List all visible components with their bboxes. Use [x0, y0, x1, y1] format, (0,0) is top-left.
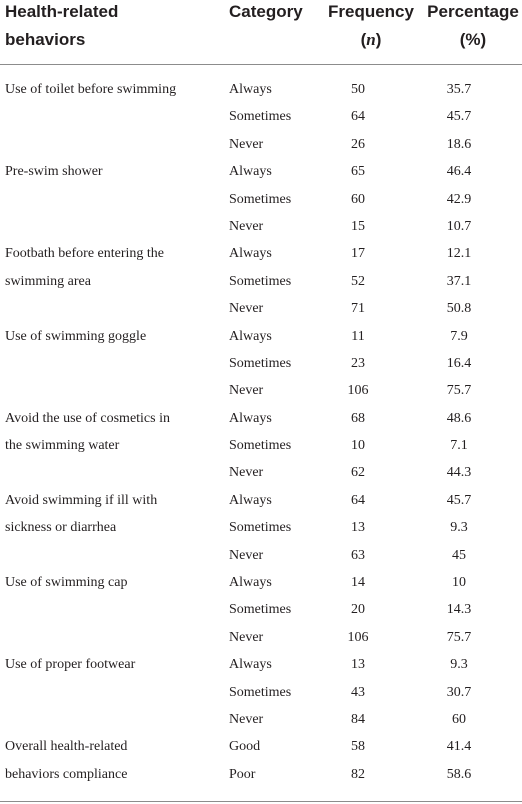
frequency-cell: 84 — [351, 711, 365, 727]
percentage-cell: 12.1 — [446, 246, 472, 262]
table-row — [0, 624, 522, 651]
frequency-cell: 106 — [347, 383, 369, 399]
frequency-cell: 71 — [351, 301, 365, 317]
table-row — [0, 542, 522, 569]
table-row — [0, 761, 522, 788]
category-cell: Sometimes — [229, 355, 292, 371]
behavior-cell: Footbath before entering the — [5, 246, 165, 262]
frequency-cell: 58 — [351, 739, 365, 755]
table-row — [0, 240, 522, 267]
header-percentage-line1: Percentage — [427, 2, 519, 21]
category-cell: Sometimes — [229, 520, 292, 536]
frequency-cell: 60 — [351, 191, 365, 207]
frequency-cell: 26 — [351, 136, 365, 152]
table-row — [0, 679, 522, 706]
percentage-cell: 16.4 — [446, 355, 472, 371]
percentage-cell: 35.7 — [446, 82, 472, 97]
percentage-cell: 46.4 — [446, 164, 472, 180]
category-cell: Never — [229, 383, 264, 399]
frequency-cell: 17 — [351, 246, 365, 262]
table-row — [0, 158, 522, 185]
header-percentage-line2: (%) — [459, 30, 487, 49]
percentage-cell: 48.6 — [446, 410, 472, 426]
percentage-cell: 30.7 — [446, 684, 472, 700]
table-row — [0, 76, 522, 103]
category-cell: Sometimes — [229, 684, 292, 700]
frequency-cell: 64 — [351, 492, 365, 508]
category-cell: Sometimes — [229, 109, 292, 125]
header-frequency-n: n — [366, 30, 376, 49]
behavior-cell: Overall health-related — [5, 739, 128, 755]
frequency-cell: 62 — [351, 465, 365, 481]
header-behavior-line1: Health-related — [5, 2, 119, 21]
category-cell: Always — [229, 575, 272, 591]
header-frequency-paren-close: ) — [375, 30, 382, 49]
percentage-cell: 37.1 — [446, 273, 472, 289]
behavior-cell: Use of swimming goggle — [5, 328, 147, 344]
category-cell: Good — [229, 739, 261, 755]
percentage-cell: 42.9 — [446, 191, 472, 207]
category-cell: Never — [229, 136, 264, 152]
percentage-cell: 10.7 — [446, 218, 472, 234]
category-cell: Always — [229, 328, 272, 344]
frequency-cell: 63 — [351, 547, 365, 563]
table-row — [0, 405, 522, 432]
percentage-cell: 45.7 — [446, 492, 472, 508]
header-frequency-line1: Frequency — [328, 2, 414, 21]
category-cell: Sometimes — [229, 438, 292, 454]
behavior-cell: the swimming water — [5, 438, 120, 454]
header-behavior — [5, 0, 118, 54]
category-cell: Always — [229, 164, 272, 180]
header-behavior-line2: behaviors — [5, 30, 86, 49]
behavior-cell: Use of proper footwear — [5, 657, 136, 673]
percentage-cell: 10 — [452, 575, 466, 591]
category-cell: Never — [229, 547, 264, 563]
table-row — [0, 733, 522, 760]
frequency-cell: 82 — [351, 766, 365, 782]
table-row — [0, 131, 522, 158]
table-header — [0, 0, 522, 63]
table-body — [0, 76, 522, 788]
category-cell: Sometimes — [229, 602, 292, 618]
table-row — [0, 295, 522, 322]
frequency-cell: 13 — [351, 520, 365, 536]
table-row — [0, 268, 522, 295]
category-cell: Always — [229, 82, 272, 97]
behavior-cell: Use of toilet before swimming — [5, 82, 177, 97]
header-percentage — [424, 0, 522, 54]
category-cell: Never — [229, 301, 264, 317]
category-cell: Never — [229, 465, 264, 481]
percentage-cell: 60 — [452, 711, 466, 727]
table-row — [0, 432, 522, 459]
frequency-cell: 10 — [351, 438, 365, 454]
frequency-cell: 43 — [351, 684, 365, 700]
category-cell: Sometimes — [229, 273, 292, 289]
table-row — [0, 350, 522, 377]
percentage-cell: 58.6 — [446, 766, 472, 782]
category-cell: Sometimes — [229, 191, 292, 207]
header-frequency-paren-open: ( — [360, 30, 367, 49]
table-row — [0, 651, 522, 678]
percentage-cell: 9.3 — [450, 657, 468, 673]
behavior-cell: Avoid swimming if ill with — [5, 492, 158, 508]
frequency-cell: 20 — [351, 602, 365, 618]
category-cell: Never — [229, 629, 264, 645]
percentage-cell: 41.4 — [446, 739, 472, 755]
frequency-cell: 64 — [351, 109, 365, 125]
table-row — [0, 459, 522, 486]
table-row — [0, 323, 522, 350]
category-cell: Always — [229, 492, 272, 508]
frequency-cell: 14 — [351, 575, 365, 591]
header-category: Category — [229, 2, 303, 21]
percentage-cell: 7.1 — [450, 438, 468, 454]
percentage-cell: 75.7 — [446, 383, 472, 399]
table-row — [0, 514, 522, 541]
frequency-cell: 15 — [351, 218, 365, 234]
percentage-cell: 44.3 — [446, 465, 472, 481]
table-row — [0, 377, 522, 404]
behavior-cell: Use of swimming cap — [5, 575, 128, 591]
percentage-cell: 45 — [452, 547, 466, 563]
frequency-cell: 106 — [347, 629, 369, 645]
header-rule — [0, 64, 522, 65]
frequency-cell: 50 — [351, 82, 365, 97]
frequency-cell: 13 — [351, 657, 365, 673]
percentage-cell: 45.7 — [446, 109, 472, 125]
frequency-cell: 52 — [351, 273, 365, 289]
behavior-cell: Pre-swim shower — [5, 164, 103, 180]
table-row — [0, 186, 522, 213]
behavior-cell: Avoid the use of cosmetics in — [5, 410, 170, 426]
percentage-cell: 18.6 — [446, 136, 472, 152]
category-cell: Always — [229, 657, 272, 673]
frequency-cell: 11 — [351, 328, 365, 344]
behavior-cell: swimming area — [5, 273, 91, 289]
table-row — [0, 487, 522, 514]
category-cell: Poor — [229, 766, 256, 782]
behavior-cell: sickness or diarrhea — [5, 520, 117, 536]
frequency-cell: 65 — [351, 164, 365, 180]
header-frequency-line2 — [326, 26, 416, 54]
percentage-cell: 7.9 — [450, 328, 468, 344]
table-row — [0, 596, 522, 623]
percentage-cell: 75.7 — [446, 629, 472, 645]
behavior-cell: behaviors compliance — [5, 766, 128, 782]
category-cell: Always — [229, 246, 272, 262]
bottom-rule — [0, 801, 522, 802]
category-cell: Never — [229, 711, 264, 727]
percentage-cell: 9.3 — [450, 520, 468, 536]
table-row — [0, 103, 522, 130]
header-frequency — [326, 0, 416, 54]
frequency-cell: 68 — [351, 410, 365, 426]
table-row — [0, 569, 522, 596]
category-cell: Always — [229, 410, 272, 426]
percentage-cell: 50.8 — [446, 301, 472, 317]
table-row — [0, 706, 522, 733]
frequency-cell: 23 — [351, 355, 365, 371]
category-cell: Never — [229, 218, 264, 234]
table-row — [0, 213, 522, 240]
percentage-cell: 14.3 — [446, 602, 472, 618]
